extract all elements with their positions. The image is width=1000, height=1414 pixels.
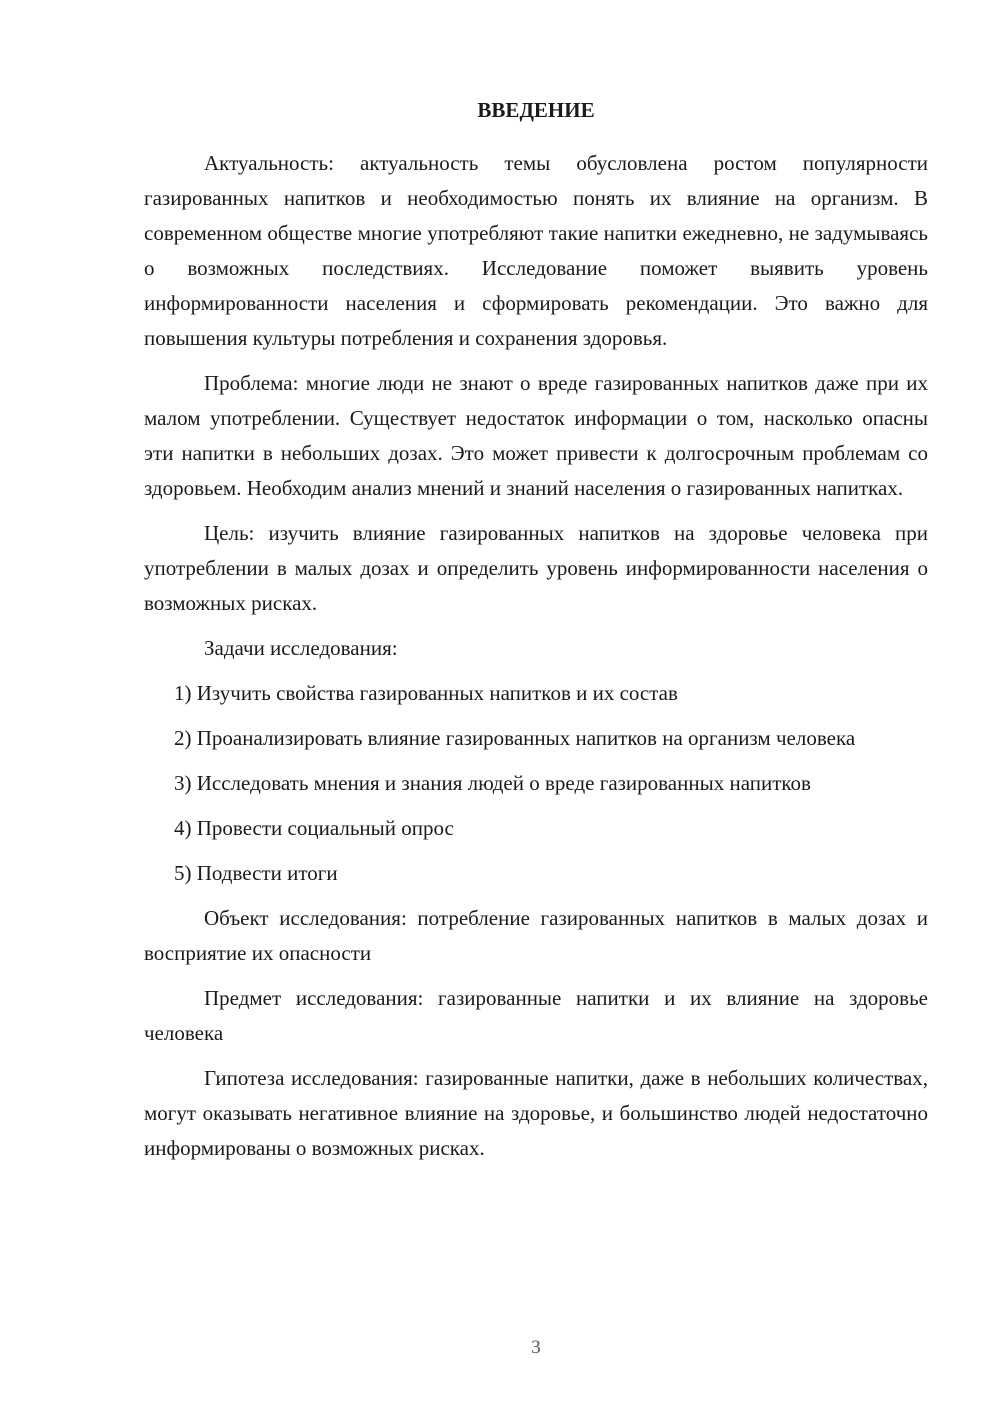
paragraph-goal: Цель: изучить влияние газированных напитков на здоровье человека при употреблении в малых дозах и определить уровень информированности населения о возможных рисках. [144,521,928,615]
page-number: 3 [531,1337,541,1358]
paragraph-subject: Предмет исследования: газированные напитки и их влияние на здоровье человека [144,986,928,1045]
tasks-heading: Задачи исследования: [204,636,398,660]
task-item-4: 4) Провести социальный опрос [174,816,454,840]
paragraph-relevance: Актуальность: актуальность темы обусловлена ростом популярности газированных напитков и необходимостью понять их влияние на организм. В современном обществе многие употребляют такие напитки ежедневно, не задумываясь о возможных последствиях. Исследование поможет выявить уровень информированности населения и сформировать рекомендации. Это важно для повышения культуры потребления и сохранения здоровья. [144,151,928,350]
paragraph-object: Объект исследования: потребление газированных напитков в малых дозах и восприятие их опасности [144,906,928,965]
task-item-3: 3) Исследовать мнения и знания людей о вреде газированных напитков [174,771,811,795]
task-item-5: 5) Подвести итоги [174,861,338,885]
page-title: ВВЕДЕНИЕ [477,98,595,122]
paragraph-problem: Проблема: многие люди не знают о вреде газированных напитков даже при их малом употреблении. Существует недостаток информации о том, насколько опасны эти напитки в небольших дозах. Это может привести к долгосрочным проблемам со здоровьем. Необходим анализ мнений и знаний населения о газированных напитках. [144,371,928,500]
task-item-2: 2) Проанализировать влияние газированных напитков на организм человека [174,726,856,750]
task-item-1: 1) Изучить свойства газированных напитков и их состав [174,681,678,705]
page-content [144,92,928,1176]
paragraph-hypothesis: Гипотеза исследования: газированные напитки, даже в небольших количествах, могут оказывать негативное влияние на здоровье, и большинство людей недостаточно информированы о возможных рисках. [144,1066,928,1160]
